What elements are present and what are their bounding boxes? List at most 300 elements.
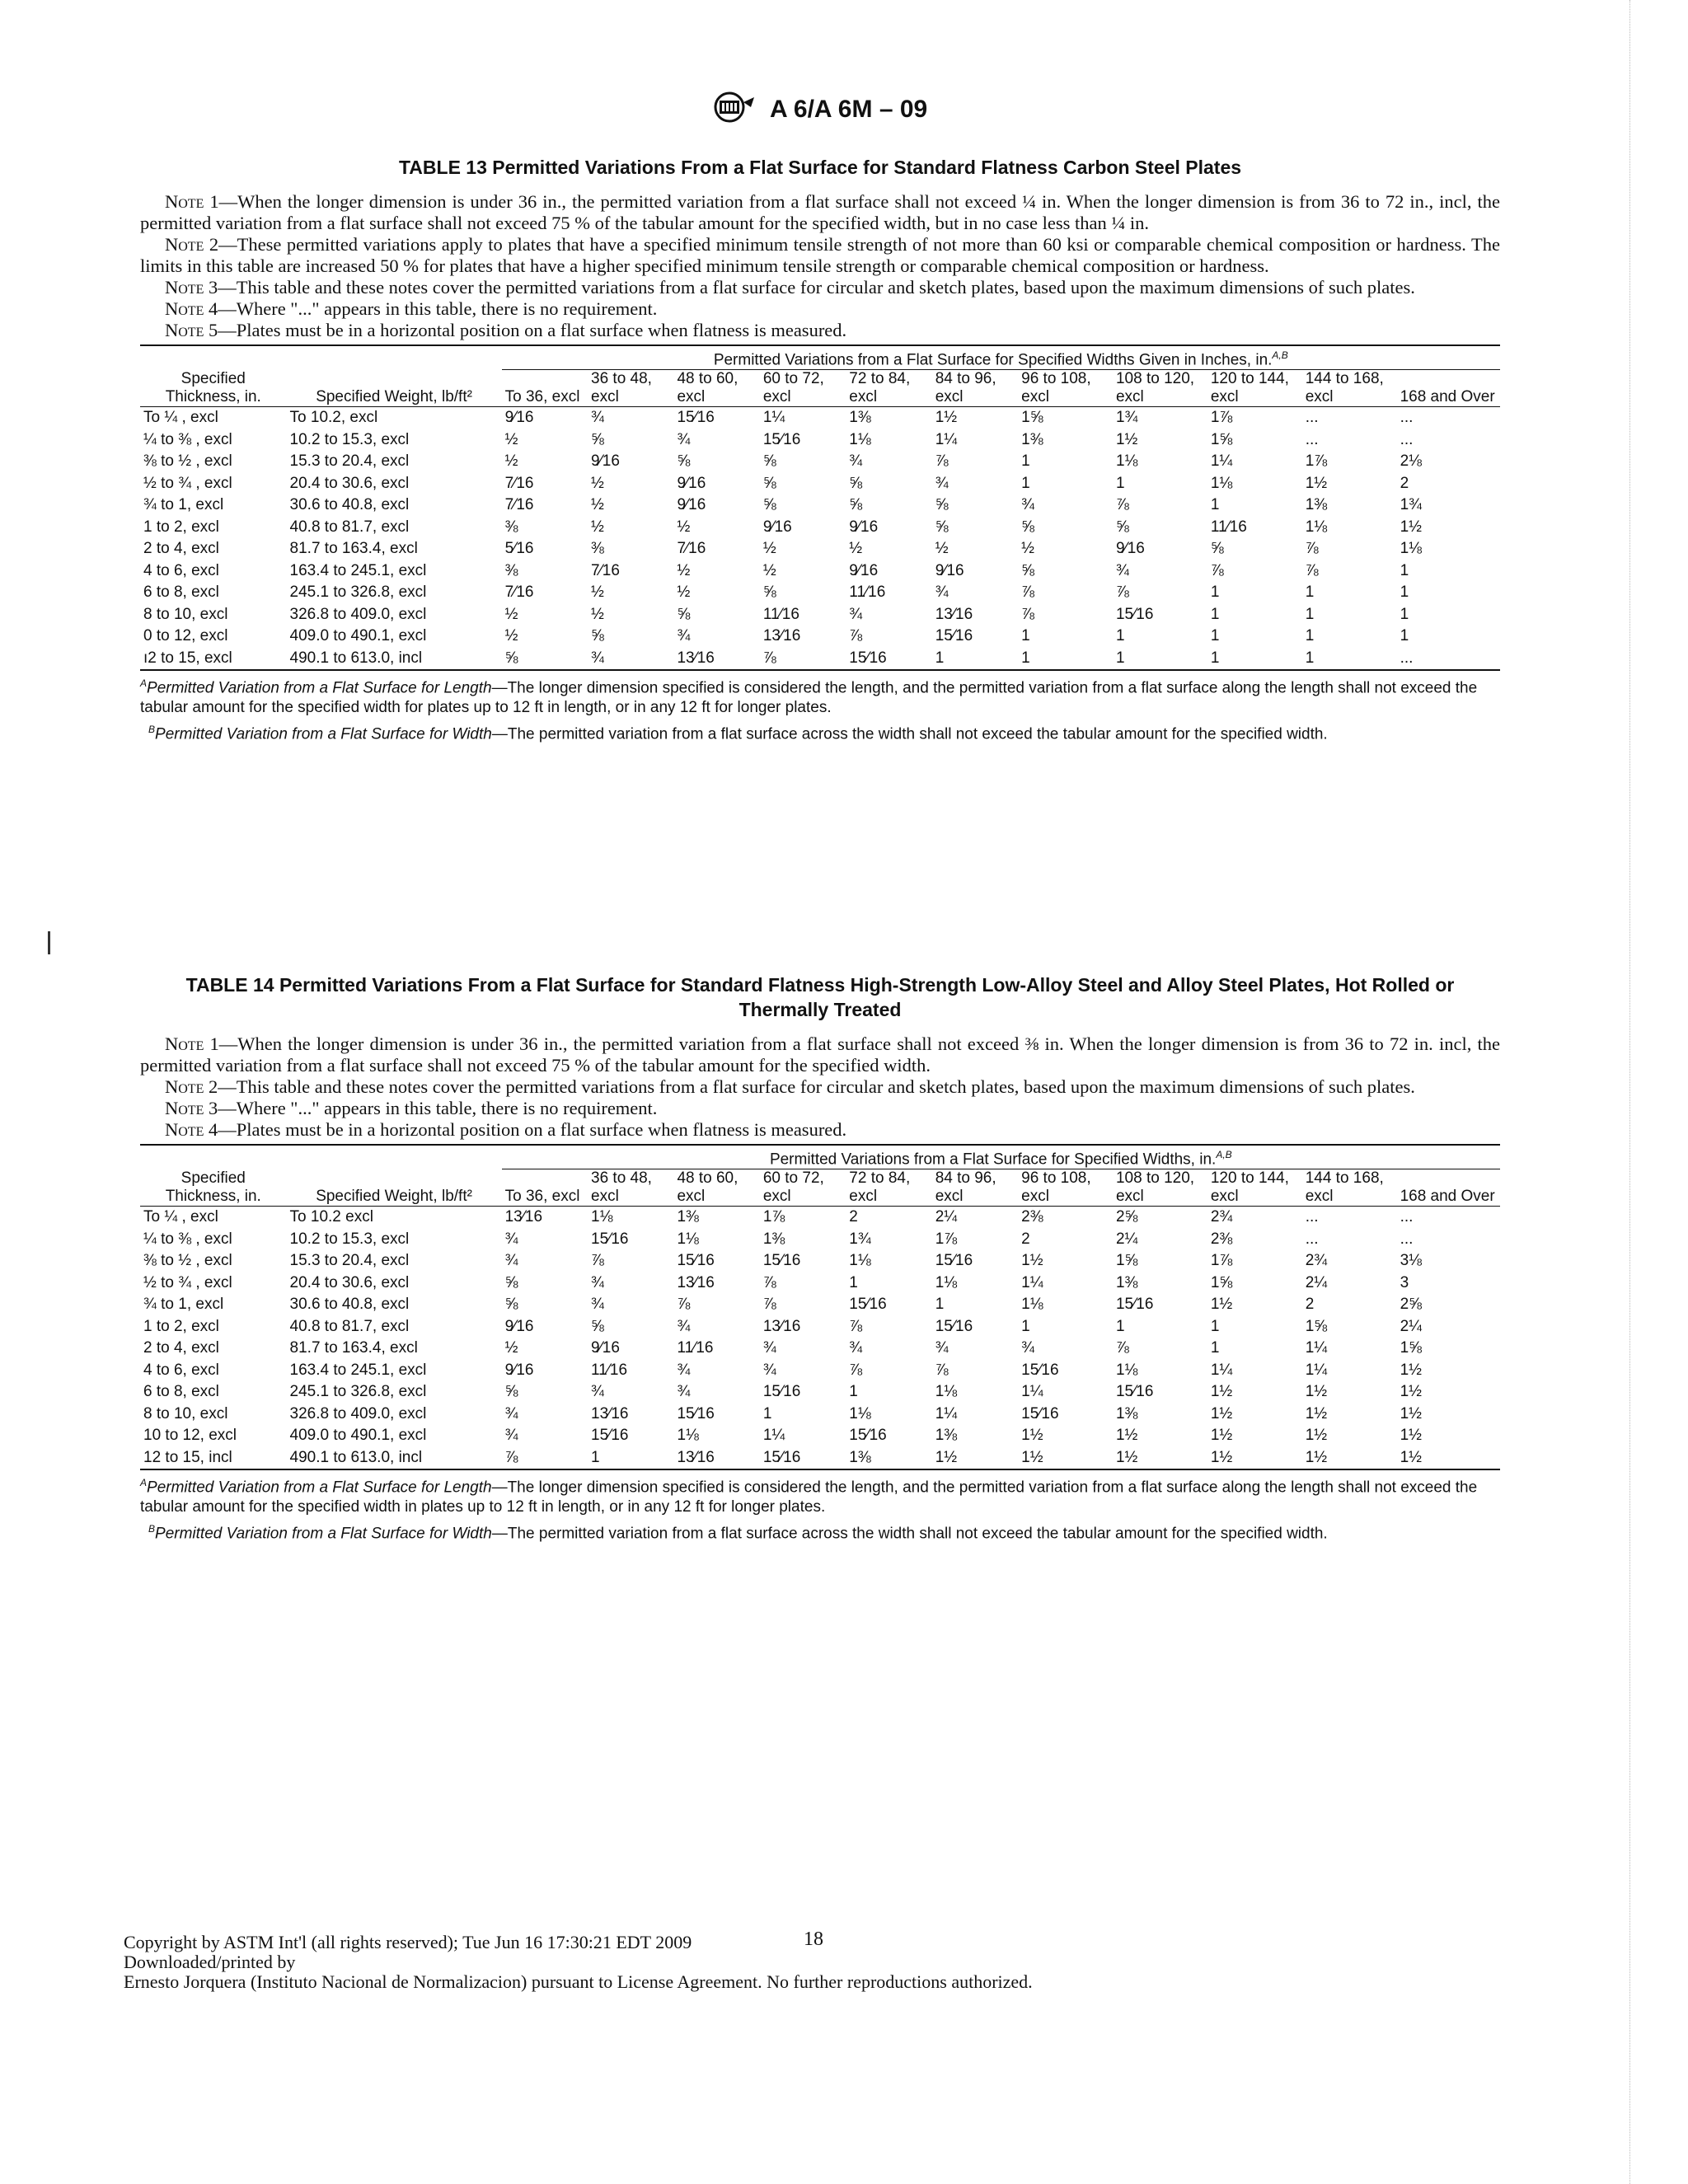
variation-cell: 15⁄16 bbox=[935, 1252, 973, 1270]
document-id: A 6/A 6M – 09 bbox=[770, 96, 928, 123]
variation-cell: 15⁄16 bbox=[677, 409, 715, 427]
table-row bbox=[140, 560, 1500, 583]
variation-cell: ¾ bbox=[849, 452, 863, 471]
table-row bbox=[140, 1425, 1500, 1447]
variation-cell: 1⅝ bbox=[1210, 430, 1233, 448]
thickness-cell: ⅜ to ½ , excl bbox=[143, 1252, 232, 1270]
variation-cell: 1 bbox=[1210, 627, 1220, 645]
variation-cell: ¾ bbox=[504, 1230, 518, 1248]
table14 bbox=[140, 1144, 1500, 1470]
note-4 bbox=[140, 298, 1500, 320]
table-row bbox=[140, 1294, 1500, 1316]
variation-cell: ¾ bbox=[762, 1361, 776, 1379]
table-row bbox=[140, 582, 1500, 604]
variation-cell: 1¼ bbox=[935, 1404, 958, 1422]
table14-section bbox=[140, 972, 1500, 1543]
weight-cell: 15.3 to 20.4, excl bbox=[289, 1252, 410, 1270]
variation-cell: 1 bbox=[1400, 583, 1409, 602]
variation-cell: 13⁄16 bbox=[677, 1273, 715, 1291]
col-width-header: To 36, excl bbox=[502, 1169, 588, 1207]
variation-cell: ½ bbox=[504, 452, 518, 471]
variation-cell: 2¾ bbox=[1210, 1208, 1233, 1226]
variation-cell: ... bbox=[1305, 430, 1319, 448]
col-width-header: 120 to 144, excl bbox=[1207, 370, 1302, 407]
span-header-text: Permitted Variations from a Flat Surface for Specified Widths, in. bbox=[769, 1151, 1217, 1169]
variation-cell: 1½ bbox=[1018, 1447, 1113, 1470]
table-row bbox=[140, 1360, 1500, 1382]
variation-cell: ⅞ bbox=[1305, 561, 1319, 579]
variation-cell: 1 bbox=[1400, 605, 1409, 623]
variation-cell: ¾ bbox=[504, 1427, 518, 1445]
variation-cell: 15⁄16 bbox=[1021, 1404, 1059, 1422]
weight-cell: 20.4 to 30.6, excl bbox=[289, 1273, 410, 1291]
variation-cell: 1⅜ bbox=[935, 1427, 958, 1445]
thickness-cell: ⅜ to ½ , excl bbox=[143, 452, 232, 471]
variation-cell: ½ bbox=[504, 1339, 518, 1357]
table-row bbox=[140, 1381, 1500, 1404]
variation-cell: 15⁄16 bbox=[1115, 1383, 1154, 1401]
thickness-cell: 1 to 2, excl bbox=[143, 1317, 219, 1335]
weight-cell: 490.1 to 613.0, incl bbox=[287, 648, 502, 671]
thickness-cell: 12 to 15, incl bbox=[140, 1447, 287, 1470]
variation-cell: 1 bbox=[932, 648, 1018, 671]
variation-cell: 2⅜ bbox=[1021, 1208, 1043, 1226]
variation-cell: 1½ bbox=[935, 409, 958, 427]
variation-cell: 13⁄16 bbox=[935, 605, 973, 623]
variation-cell: 2¼ bbox=[1305, 1273, 1328, 1291]
variation-cell: 15⁄16 bbox=[677, 1404, 715, 1422]
variation-cell: ¾ bbox=[849, 1339, 863, 1357]
note-label: Note 1 bbox=[165, 191, 219, 212]
variation-cell: ... bbox=[1397, 648, 1500, 671]
table-row bbox=[140, 1272, 1500, 1295]
page-header bbox=[140, 91, 1500, 124]
variation-cell: 1⅜ bbox=[849, 409, 871, 427]
variation-cell: 1 bbox=[1305, 583, 1315, 602]
variation-cell: 2¼ bbox=[1115, 1230, 1138, 1248]
variation-cell: ⅝ bbox=[591, 627, 604, 645]
note-5 bbox=[140, 320, 1500, 341]
variation-cell: 1¾ bbox=[1400, 496, 1422, 514]
table14-footnotes bbox=[140, 1474, 1500, 1543]
note-4 bbox=[140, 1119, 1500, 1141]
variation-cell: 7⁄16 bbox=[504, 496, 534, 514]
variation-cell: 1 bbox=[762, 1404, 772, 1422]
variation-cell: ⅞ bbox=[849, 1361, 863, 1379]
variation-cell: 13⁄16 bbox=[673, 1447, 759, 1470]
col-width-header: 72 to 84, excl bbox=[846, 370, 931, 407]
variation-cell: ⅞ bbox=[762, 1273, 776, 1291]
variation-cell: 1½ bbox=[1400, 1404, 1422, 1422]
variation-cell: 1 bbox=[1210, 583, 1220, 602]
col-width-header: 108 to 120, excl bbox=[1113, 1169, 1207, 1207]
variation-cell: 1⅛ bbox=[849, 430, 871, 448]
variation-cell: 1¾ bbox=[849, 1230, 871, 1248]
variation-cell: 2 bbox=[1021, 1230, 1030, 1248]
variation-cell: ... bbox=[1305, 1208, 1319, 1226]
thickness-cell: ¼ to ⅜ , excl bbox=[143, 1230, 232, 1248]
variation-cell: 1⅛ bbox=[591, 1208, 613, 1226]
variation-cell: ½ bbox=[591, 474, 604, 492]
thickness-cell: ¼ to ⅜ , excl bbox=[143, 430, 232, 448]
variation-cell: 15⁄16 bbox=[677, 1252, 715, 1270]
variation-cell: 1 bbox=[1115, 1317, 1125, 1335]
variation-cell: 1½ bbox=[1305, 1383, 1328, 1401]
weight-cell: 326.8 to 409.0, excl bbox=[289, 1404, 427, 1422]
variation-cell: ⅜ bbox=[504, 561, 518, 579]
note-label: Note 3 bbox=[165, 277, 218, 298]
scan-mark bbox=[48, 931, 50, 954]
note-text: —Where "..." appears in this table, there is no requirement. bbox=[218, 298, 658, 319]
variation-cell: 11⁄16 bbox=[677, 1339, 714, 1357]
variation-cell: 1⅛ bbox=[1115, 452, 1138, 471]
variation-cell: 1⅝ bbox=[1021, 409, 1043, 427]
variation-cell: 1 bbox=[1207, 648, 1302, 671]
variation-cell: 1¼ bbox=[1021, 1383, 1043, 1401]
variation-cell: 1⅛ bbox=[677, 1230, 699, 1248]
note-text: —Plates must be in a horizontal position on a flat surface when flatness is measured. bbox=[218, 1119, 847, 1140]
thickness-cell: 2 to 4, excl bbox=[143, 1339, 219, 1357]
thickness-cell: 8 to 10, excl bbox=[143, 1404, 228, 1422]
table-row bbox=[140, 407, 1500, 429]
variation-cell: 2 bbox=[1400, 474, 1409, 492]
variation-cell: ⅝ bbox=[591, 430, 604, 448]
weight-cell: 326.8 to 409.0, excl bbox=[289, 605, 427, 623]
weight-cell: 81.7 to 163.4, excl bbox=[289, 540, 418, 558]
variation-cell: ½ bbox=[591, 496, 604, 514]
scan-edge-noise bbox=[1629, 0, 1663, 2184]
col-width-header: To 36, excl bbox=[502, 370, 588, 407]
variation-cell: 5⁄16 bbox=[504, 540, 534, 558]
license-line: Ernesto Jorquera (Instituto Nacional de Normalizacion) pursuant to License Agreement. No further reproductions authorized. bbox=[124, 1971, 1033, 1992]
variation-cell: 1½ bbox=[1210, 1404, 1233, 1422]
table-row bbox=[140, 626, 1500, 648]
variation-cell: 1½ bbox=[932, 1447, 1018, 1470]
variation-cell: ... bbox=[1400, 409, 1414, 427]
variation-cell: 1¼ bbox=[1021, 1273, 1043, 1291]
variation-cell: ⅞ bbox=[849, 627, 863, 645]
variation-cell: ⅞ bbox=[935, 1361, 949, 1379]
col-width-header: 144 to 168, excl bbox=[1302, 1169, 1397, 1207]
variation-cell: ⅞ bbox=[502, 1447, 588, 1470]
variation-cell: 1 bbox=[1210, 496, 1220, 514]
variation-cell: ½ bbox=[849, 540, 863, 558]
variation-cell: 13⁄16 bbox=[762, 1317, 801, 1335]
variation-cell: 1 bbox=[1115, 627, 1125, 645]
thickness-cell: 10 to 12, excl bbox=[143, 1427, 237, 1445]
table-row bbox=[140, 429, 1500, 452]
thickness-cell: 2 to 4, excl bbox=[143, 540, 219, 558]
note-text: —Plates must be in a horizontal position on a flat surface when flatness is measured. bbox=[218, 320, 847, 340]
variation-cell: 1⅛ bbox=[1021, 1296, 1043, 1314]
variation-cell: 15⁄16 bbox=[849, 1296, 887, 1314]
table14-notes bbox=[140, 1033, 1500, 1141]
variation-cell: 1⅜ bbox=[677, 1208, 699, 1226]
page-number: 18 bbox=[804, 1929, 823, 1950]
table14-title: TABLE 14 Permitted Variations From a Flat Surface for Standard Flatness High-Strength Low-Alloy Steel and Alloy Steel Plates, Hot Rolled or Thermally Treated bbox=[185, 974, 1455, 1020]
weight-cell: 490.1 to 613.0, incl bbox=[287, 1447, 502, 1470]
weight-cell: 10.2 to 15.3, excl bbox=[289, 430, 410, 448]
table-row bbox=[140, 604, 1500, 626]
footnote-text: —The permitted variation from a flat surface across the width shall not exceed the tabular amount for the specified width. bbox=[491, 724, 1328, 743]
variation-cell: 1½ bbox=[1113, 1447, 1207, 1470]
variation-cell: ⅝ bbox=[504, 1383, 518, 1401]
note-text: —This table and these notes cover the permitted variations from a flat surface for circular and sketch plates, based upon the maximum dimensions of such plates. bbox=[218, 277, 1415, 298]
variation-cell: 1⅛ bbox=[935, 1273, 958, 1291]
thickness-cell: 4 to 6, excl bbox=[143, 561, 219, 579]
variation-cell: ¾ bbox=[504, 1252, 518, 1270]
weight-cell: 163.4 to 245.1, excl bbox=[289, 1361, 427, 1379]
weight-cell: 245.1 to 326.8, excl bbox=[289, 583, 427, 602]
variation-cell: 9⁄16 bbox=[849, 561, 879, 579]
col-width-header: 84 to 96, excl bbox=[932, 370, 1018, 407]
variation-cell: ½ bbox=[591, 605, 604, 623]
variation-cell: 1½ bbox=[1400, 1427, 1422, 1445]
variation-cell: 1½ bbox=[1305, 474, 1328, 492]
weight-cell: 10.2 to 15.3, excl bbox=[289, 1230, 410, 1248]
variation-cell: 15⁄16 bbox=[1115, 605, 1154, 623]
variation-cell: 1⅜ bbox=[1305, 496, 1328, 514]
table-row bbox=[140, 1447, 1500, 1470]
variation-cell: ... bbox=[1400, 1208, 1414, 1226]
variation-cell: 1⅛ bbox=[677, 1427, 699, 1445]
variation-cell: 15⁄16 bbox=[1115, 1296, 1154, 1314]
variation-cell: 1⅜ bbox=[762, 1230, 785, 1248]
variation-cell: 7⁄16 bbox=[677, 540, 706, 558]
variation-cell: 2⅝ bbox=[1400, 1296, 1422, 1314]
variation-cell: 1¼ bbox=[1305, 1339, 1328, 1357]
note-label: Note 5 bbox=[165, 320, 218, 340]
variation-cell: ⅝ bbox=[849, 474, 863, 492]
footnote-title: Permitted Variation from a Flat Surface for Length bbox=[147, 1479, 492, 1497]
footnote-text: —The permitted variation from a flat surface across the width shall not exceed the tabular amount for the specified width. bbox=[491, 1524, 1328, 1542]
weight-cell: 163.4 to 245.1, excl bbox=[289, 561, 427, 579]
variation-cell: ⅜ bbox=[591, 540, 604, 558]
variation-cell: ⅝ bbox=[504, 1273, 518, 1291]
variation-cell: ⅝ bbox=[1021, 561, 1034, 579]
thickness-cell: ½ to ¾ , excl bbox=[143, 1273, 232, 1291]
note-text: —When the longer dimension is under 36 in., the permitted variation from a flat surface shall not exceed ¼ in. When the longer dimension is from 36 to 72 in., incl, the permitted variation from a flat surface shall not exceed 75 % of the tabular amount for the specified width, but in no case less than ¼ in. bbox=[140, 191, 1500, 233]
footnote-text: —The longer dimension specified is considered the length, and the permitted variation from a flat surface along the length shall not exceed the tabular amount for the specified width for plates up to 12 ft in length, or in any 12 ft for longer plates. bbox=[140, 679, 1478, 716]
footnote-text: —The longer dimension specified is considered the length, and the permitted variation from a flat surface along the length shall not exceed the tabular amount for the specified width in plates up to 12 ft in length, or in any 12 ft for longer plates. bbox=[140, 1479, 1478, 1516]
thickness-cell: 6 to 8, excl bbox=[143, 583, 219, 602]
col-width-header: 144 to 168, excl bbox=[1302, 370, 1397, 407]
variation-cell: ½ bbox=[591, 583, 604, 602]
table13-footnotes bbox=[140, 674, 1500, 743]
thickness-cell: ¾ to 1, excl bbox=[143, 496, 224, 514]
variation-cell: ⅞ bbox=[762, 1296, 776, 1314]
variation-cell: ½ bbox=[677, 583, 691, 602]
thickness-cell: ¾ to 1, excl bbox=[143, 1296, 224, 1314]
variation-cell: 1 bbox=[849, 1383, 858, 1401]
variation-cell: ¾ bbox=[588, 648, 673, 671]
variation-cell: ¾ bbox=[591, 409, 604, 427]
variation-cell: ¾ bbox=[591, 1296, 604, 1314]
header-spacer bbox=[140, 345, 502, 370]
footnote-marker: A bbox=[140, 677, 148, 690]
page-footer bbox=[124, 1933, 1033, 1992]
weight-cell: 30.6 to 40.8, excl bbox=[289, 1296, 410, 1314]
variation-cell: ¾ bbox=[677, 1317, 691, 1335]
note-label: Note 3 bbox=[165, 1098, 218, 1118]
variation-cell: 11⁄16 bbox=[1210, 518, 1247, 536]
variation-cell: 1⅛ bbox=[1115, 1361, 1138, 1379]
variation-cell: ... bbox=[1305, 1230, 1319, 1248]
variation-cell: 11⁄16 bbox=[762, 605, 799, 623]
table-row bbox=[140, 1316, 1500, 1338]
variation-cell: ¾ bbox=[677, 430, 691, 448]
footnote-title: Permitted Variation from a Flat Surface for Width bbox=[155, 1524, 492, 1542]
variation-cell: ⅝ bbox=[591, 1317, 604, 1335]
span-header bbox=[502, 1145, 1500, 1169]
variation-cell: 1½ bbox=[1115, 1427, 1138, 1445]
variation-cell: ⅝ bbox=[762, 496, 776, 514]
download-line: Downloaded/printed by bbox=[124, 1952, 296, 1972]
col-width-header: 108 to 120, excl bbox=[1113, 370, 1207, 407]
table-row bbox=[140, 1207, 1500, 1229]
variation-cell: 9⁄16 bbox=[935, 561, 964, 579]
variation-cell: 1⅛ bbox=[1210, 474, 1233, 492]
variation-cell: ½ bbox=[935, 540, 949, 558]
thickness-cell: To ¼ , excl bbox=[143, 409, 218, 427]
variation-cell: ⅞ bbox=[1115, 496, 1129, 514]
variation-cell: ¾ bbox=[504, 1404, 518, 1422]
variation-cell: ⅝ bbox=[762, 474, 776, 492]
variation-cell: 1 bbox=[849, 1273, 858, 1291]
variation-cell: ⅝ bbox=[935, 496, 949, 514]
variation-cell: ⅞ bbox=[935, 452, 949, 471]
note-2 bbox=[140, 234, 1500, 277]
footnote-b bbox=[140, 1520, 1500, 1543]
astm-logo-icon bbox=[713, 91, 756, 124]
variation-cell: 11⁄16 bbox=[591, 1361, 628, 1379]
col-width-header: 60 to 72, excl bbox=[760, 1169, 846, 1207]
variation-cell: ½ bbox=[677, 561, 691, 579]
weight-cell: 409.0 to 490.1, excl bbox=[289, 1427, 427, 1445]
variation-cell: 1¼ bbox=[1210, 1361, 1233, 1379]
variation-cell: 1½ bbox=[1207, 1447, 1302, 1470]
variation-cell: 9⁄16 bbox=[677, 496, 706, 514]
note-1 bbox=[140, 191, 1500, 234]
variation-cell: 15⁄16 bbox=[1021, 1361, 1059, 1379]
variation-cell: 9⁄16 bbox=[591, 1339, 620, 1357]
variation-cell: 1 bbox=[1305, 627, 1315, 645]
variation-cell: 1 bbox=[1021, 1317, 1030, 1335]
variation-cell: 1¼ bbox=[935, 430, 958, 448]
thickness-cell: To ¼ , excl bbox=[143, 1208, 218, 1226]
variation-cell: 1⅞ bbox=[762, 1208, 785, 1226]
variation-cell: 15⁄16 bbox=[762, 1383, 801, 1401]
variation-cell: 7⁄16 bbox=[504, 583, 534, 602]
variation-cell: ¾ bbox=[849, 605, 863, 623]
variation-cell: ⅞ bbox=[677, 1296, 691, 1314]
variation-cell: 1⅛ bbox=[1305, 518, 1328, 536]
variation-cell: 1½ bbox=[1302, 1447, 1397, 1470]
variation-cell: ⅝ bbox=[677, 452, 691, 471]
table-row bbox=[140, 517, 1500, 539]
variation-cell: ¾ bbox=[1115, 561, 1129, 579]
variation-cell: 15⁄16 bbox=[935, 1317, 973, 1335]
variation-cell: 1⅝ bbox=[1400, 1339, 1422, 1357]
variation-cell: 3 bbox=[1400, 1273, 1409, 1291]
col-width-header: 120 to 144, excl bbox=[1207, 1169, 1302, 1207]
variation-cell: 15⁄16 bbox=[760, 1447, 846, 1470]
thickness-cell: ı2 to 15, excl bbox=[140, 648, 287, 671]
variation-cell: 1⅝ bbox=[1115, 1252, 1138, 1270]
variation-cell: 1⅛ bbox=[935, 1383, 958, 1401]
variation-cell: 15⁄16 bbox=[762, 1252, 801, 1270]
variation-cell: 1 bbox=[1018, 648, 1113, 671]
table13-title: TABLE 13 Permitted Variations From a Flat Surface for Standard Flatness Carbon Steel Plates bbox=[398, 157, 1242, 178]
variation-cell: 1 bbox=[1021, 452, 1030, 471]
variation-cell: 1½ bbox=[1210, 1296, 1233, 1314]
variation-cell: ¾ bbox=[935, 1339, 949, 1357]
variation-cell: 1⅜ bbox=[1021, 430, 1043, 448]
variation-cell: ⅝ bbox=[502, 648, 588, 671]
variation-cell: 1⅜ bbox=[846, 1447, 931, 1470]
col-width-header: 84 to 96, excl bbox=[932, 1169, 1018, 1207]
variation-cell: ... bbox=[1400, 1230, 1414, 1248]
col-thickness-header: Specified Thickness, in. bbox=[140, 1169, 287, 1207]
variation-cell: 2¼ bbox=[1400, 1317, 1422, 1335]
variation-cell: 7⁄16 bbox=[591, 561, 620, 579]
variation-cell: 1 bbox=[1400, 627, 1409, 645]
variation-cell: 1⅜ bbox=[1115, 1404, 1138, 1422]
variation-cell: ¾ bbox=[935, 474, 949, 492]
copyright-line: Copyright by ASTM Int'l (all rights reserved); Tue Jun 16 17:30:21 EDT 2009 bbox=[124, 1932, 692, 1952]
variation-cell: ¾ bbox=[935, 583, 949, 602]
variation-cell: ⅝ bbox=[935, 518, 949, 536]
note-label: Note 1 bbox=[165, 1033, 219, 1054]
variation-cell: 1½ bbox=[1400, 1383, 1422, 1401]
variation-cell: 1¾ bbox=[1115, 409, 1138, 427]
note-text: —Where "..." appears in this table, there is no requirement. bbox=[218, 1098, 658, 1118]
variation-cell: ⅝ bbox=[1115, 518, 1129, 536]
variation-cell: 15⁄16 bbox=[762, 430, 801, 448]
variation-cell: 1½ bbox=[1115, 430, 1138, 448]
table-row bbox=[140, 1404, 1500, 1426]
variation-cell: 1½ bbox=[1210, 1427, 1233, 1445]
footnote-title: Permitted Variation from a Flat Surface for Length bbox=[147, 679, 492, 697]
variation-cell: 13⁄16 bbox=[762, 627, 801, 645]
variation-cell: 1 bbox=[1115, 474, 1125, 492]
variation-cell: 1½ bbox=[1021, 1252, 1043, 1270]
variation-cell: 1 bbox=[588, 1447, 673, 1470]
col-width-header: 72 to 84, excl bbox=[846, 1169, 931, 1207]
variation-cell: ½ bbox=[504, 627, 518, 645]
span-header-text: Permitted Variations from a Flat Surface for Specified Widths Given in Inches, in. bbox=[713, 351, 1273, 369]
thickness-cell: ½ to ¾ , excl bbox=[143, 474, 232, 492]
variation-cell: 1⅞ bbox=[1210, 409, 1233, 427]
weight-cell: 40.8 to 81.7, excl bbox=[289, 1317, 410, 1335]
variation-cell: ½ bbox=[591, 518, 604, 536]
variation-cell: ¾ bbox=[591, 1383, 604, 1401]
note-3 bbox=[140, 277, 1500, 298]
col-weight-header: Specified Weight, lb/ft² bbox=[287, 370, 502, 407]
variation-cell: ⅝ bbox=[677, 605, 691, 623]
variation-cell: ⅞ bbox=[1021, 605, 1034, 623]
variation-cell: 1⅛ bbox=[1400, 540, 1422, 558]
variation-cell: 9⁄16 bbox=[1115, 540, 1145, 558]
variation-cell: 2⅜ bbox=[1210, 1230, 1233, 1248]
variation-cell: ¾ bbox=[1021, 496, 1034, 514]
variation-cell: 9⁄16 bbox=[591, 452, 620, 471]
header-spacer bbox=[140, 1145, 502, 1169]
note-2 bbox=[140, 1076, 1500, 1098]
variation-cell: 1 bbox=[1210, 1339, 1220, 1357]
thickness-cell: 1 to 2, excl bbox=[143, 518, 219, 536]
col-width-header: 36 to 48, excl bbox=[588, 370, 673, 407]
